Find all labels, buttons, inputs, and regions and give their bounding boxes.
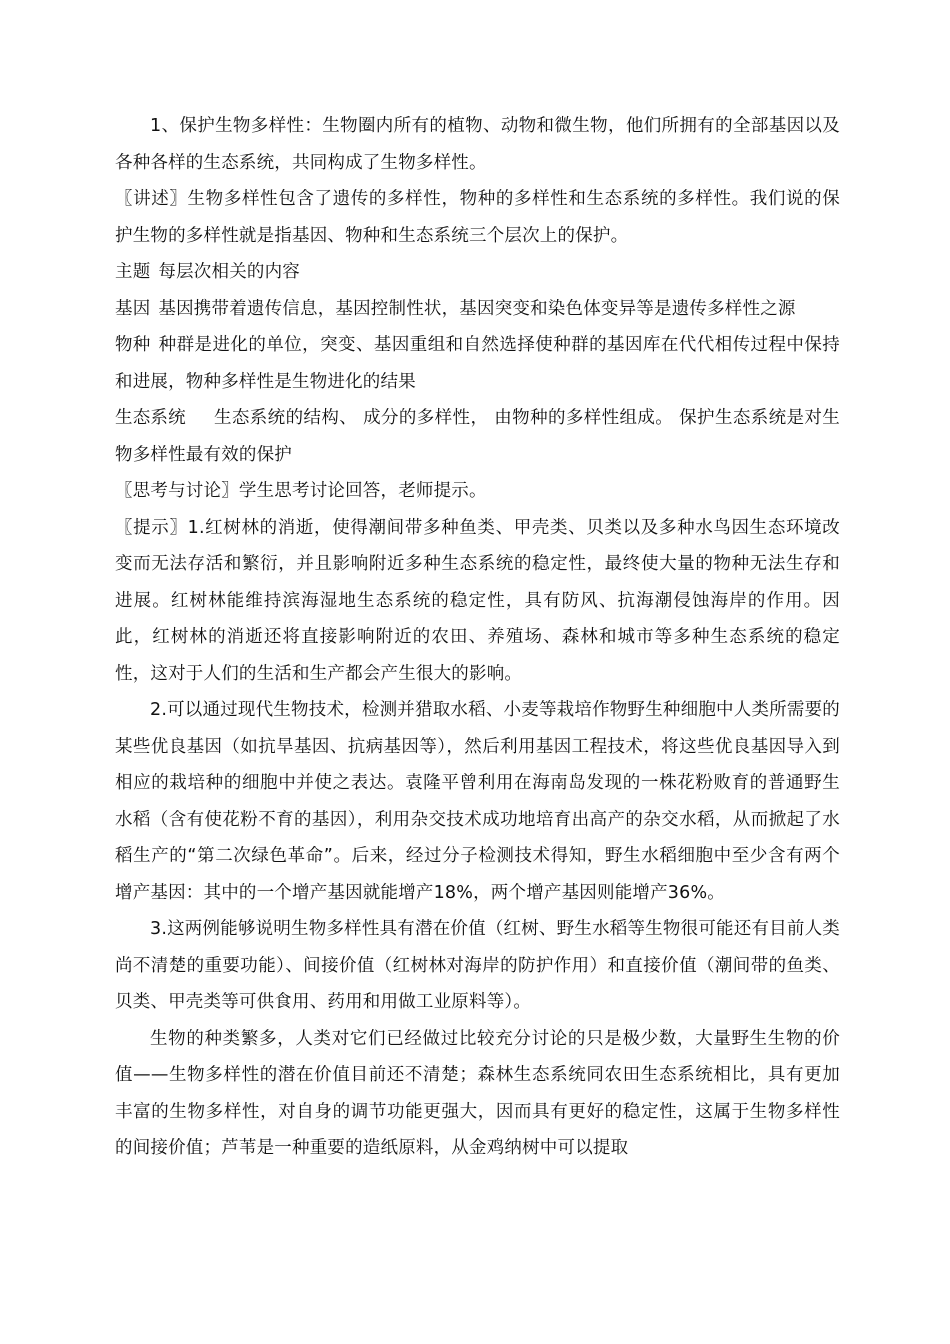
table-row-gene <box>115 291 840 328</box>
table-header-row <box>115 254 840 291</box>
paragraph-1: 1、保护生物多样性：生物圈内所有的植物、动物和微生物，他们所拥有的全部基因以及各种各样的生态系统，共同构成了生物多样性。 <box>115 116 840 173</box>
table-row-term: 物种 <box>115 335 151 355</box>
table-header-desc: 每层次相关的内容 <box>158 262 301 282</box>
table-row-term: 生态系统 <box>115 408 186 428</box>
table-row-species <box>115 327 840 400</box>
paragraph-4: 〖提示〗1.红树林的消逝，使得潮间带多种鱼类、甲壳类、贝类以及多种水鸟因生态环境改变而无法存活和繁衍，并且影响附近多种生态系统的稳定性，最终使大量的物种无法生存和进展。红树林能维持滨海湿地生态系统的稳定性，具有防风、抗海潮侵蚀海岸的作用。因此，红树林的消逝还将直接影响附近的农田、养殖场、森林和城市等多种生态系统的稳定性，这对于人们的生活和生产都会产生很大的影响。 <box>115 517 840 684</box>
paragraph-3: 〖思考与讨论〗学生思考讨论回答，老师提示。 <box>115 481 487 501</box>
document-page <box>115 108 840 1167</box>
table-row-desc: 种群是进化的单位，突变、基因重组和自然选择使种群的基因库在代代相传过程中保持和进展，物种多样性是生物进化的结果 <box>115 335 840 392</box>
paragraph-2: 〖讲述〗生物多样性包含了遗传的多样性，物种的多样性和生态系统的多样性。我们说的保护生物的多样性就是指基因、物种和生态系统三个层次上的保护。 <box>115 189 840 246</box>
table-row-desc: 生态系统的结构、 成分的多样性， 由物种的多样性组成。 保护生态系统是对生物多样性最有效的保护 <box>115 408 840 465</box>
table-row-desc: 基因携带着遗传信息，基因控制性状，基因突变和染色体变异等是遗传多样性之源 <box>158 298 796 319</box>
table-row-term: 基因 <box>115 298 151 319</box>
paragraph-6: 3.这两例能够说明生物多样性具有潜在价值（红树、野生水稻等生物很可能还有目前人类尚不清楚的重要功能）、间接价值（红树林对海岸的防护作用）和直接价值（潮间带的鱼类、贝类、甲壳类等可供食用、药用和用做工业原料等）。 <box>115 919 840 1012</box>
table-row-ecosystem <box>115 400 840 473</box>
table-header-term: 主题 <box>115 262 151 282</box>
paragraph-7: 生物的种类繁多，人类对它们已经做过比较充分讨论的只是极少数，大量野生生物的价值——生物多样性的潜在价值目前还不清楚；森林生态系统同农田生态系统相比，具有更加丰富的生物多样性，对自身的调节功能更强大，因而具有更好的稳定性，这属于生物多样性的间接价值；芦苇是一种重要的造纸原料，从金鸡纳树中可以提取 <box>115 1028 840 1158</box>
paragraph-5: 2.可以通过现代生物技术，检测并猎取水稻、小麦等栽培作物野生种细胞中人类所需要的某些优良基因（如抗旱基因、抗病基因等），然后利用基因工程技术，将这些优良基因导入到相应的栽培种的细胞中并使之表达。袁隆平曾利用在海南岛发现的一株花粉败育的普通野生水稻（含有使花粉不育的基因），利用杂交技术成功地培育出高产的杂交水稻，从而掀起了水稻生产的“第二次绿色革命”。后来，经过分子检测技术得知，野生水稻细胞中至少含有两个增产基因：其中的一个增产基因就能增产18%，两个增产基因则能增产36%。 <box>115 700 840 903</box>
